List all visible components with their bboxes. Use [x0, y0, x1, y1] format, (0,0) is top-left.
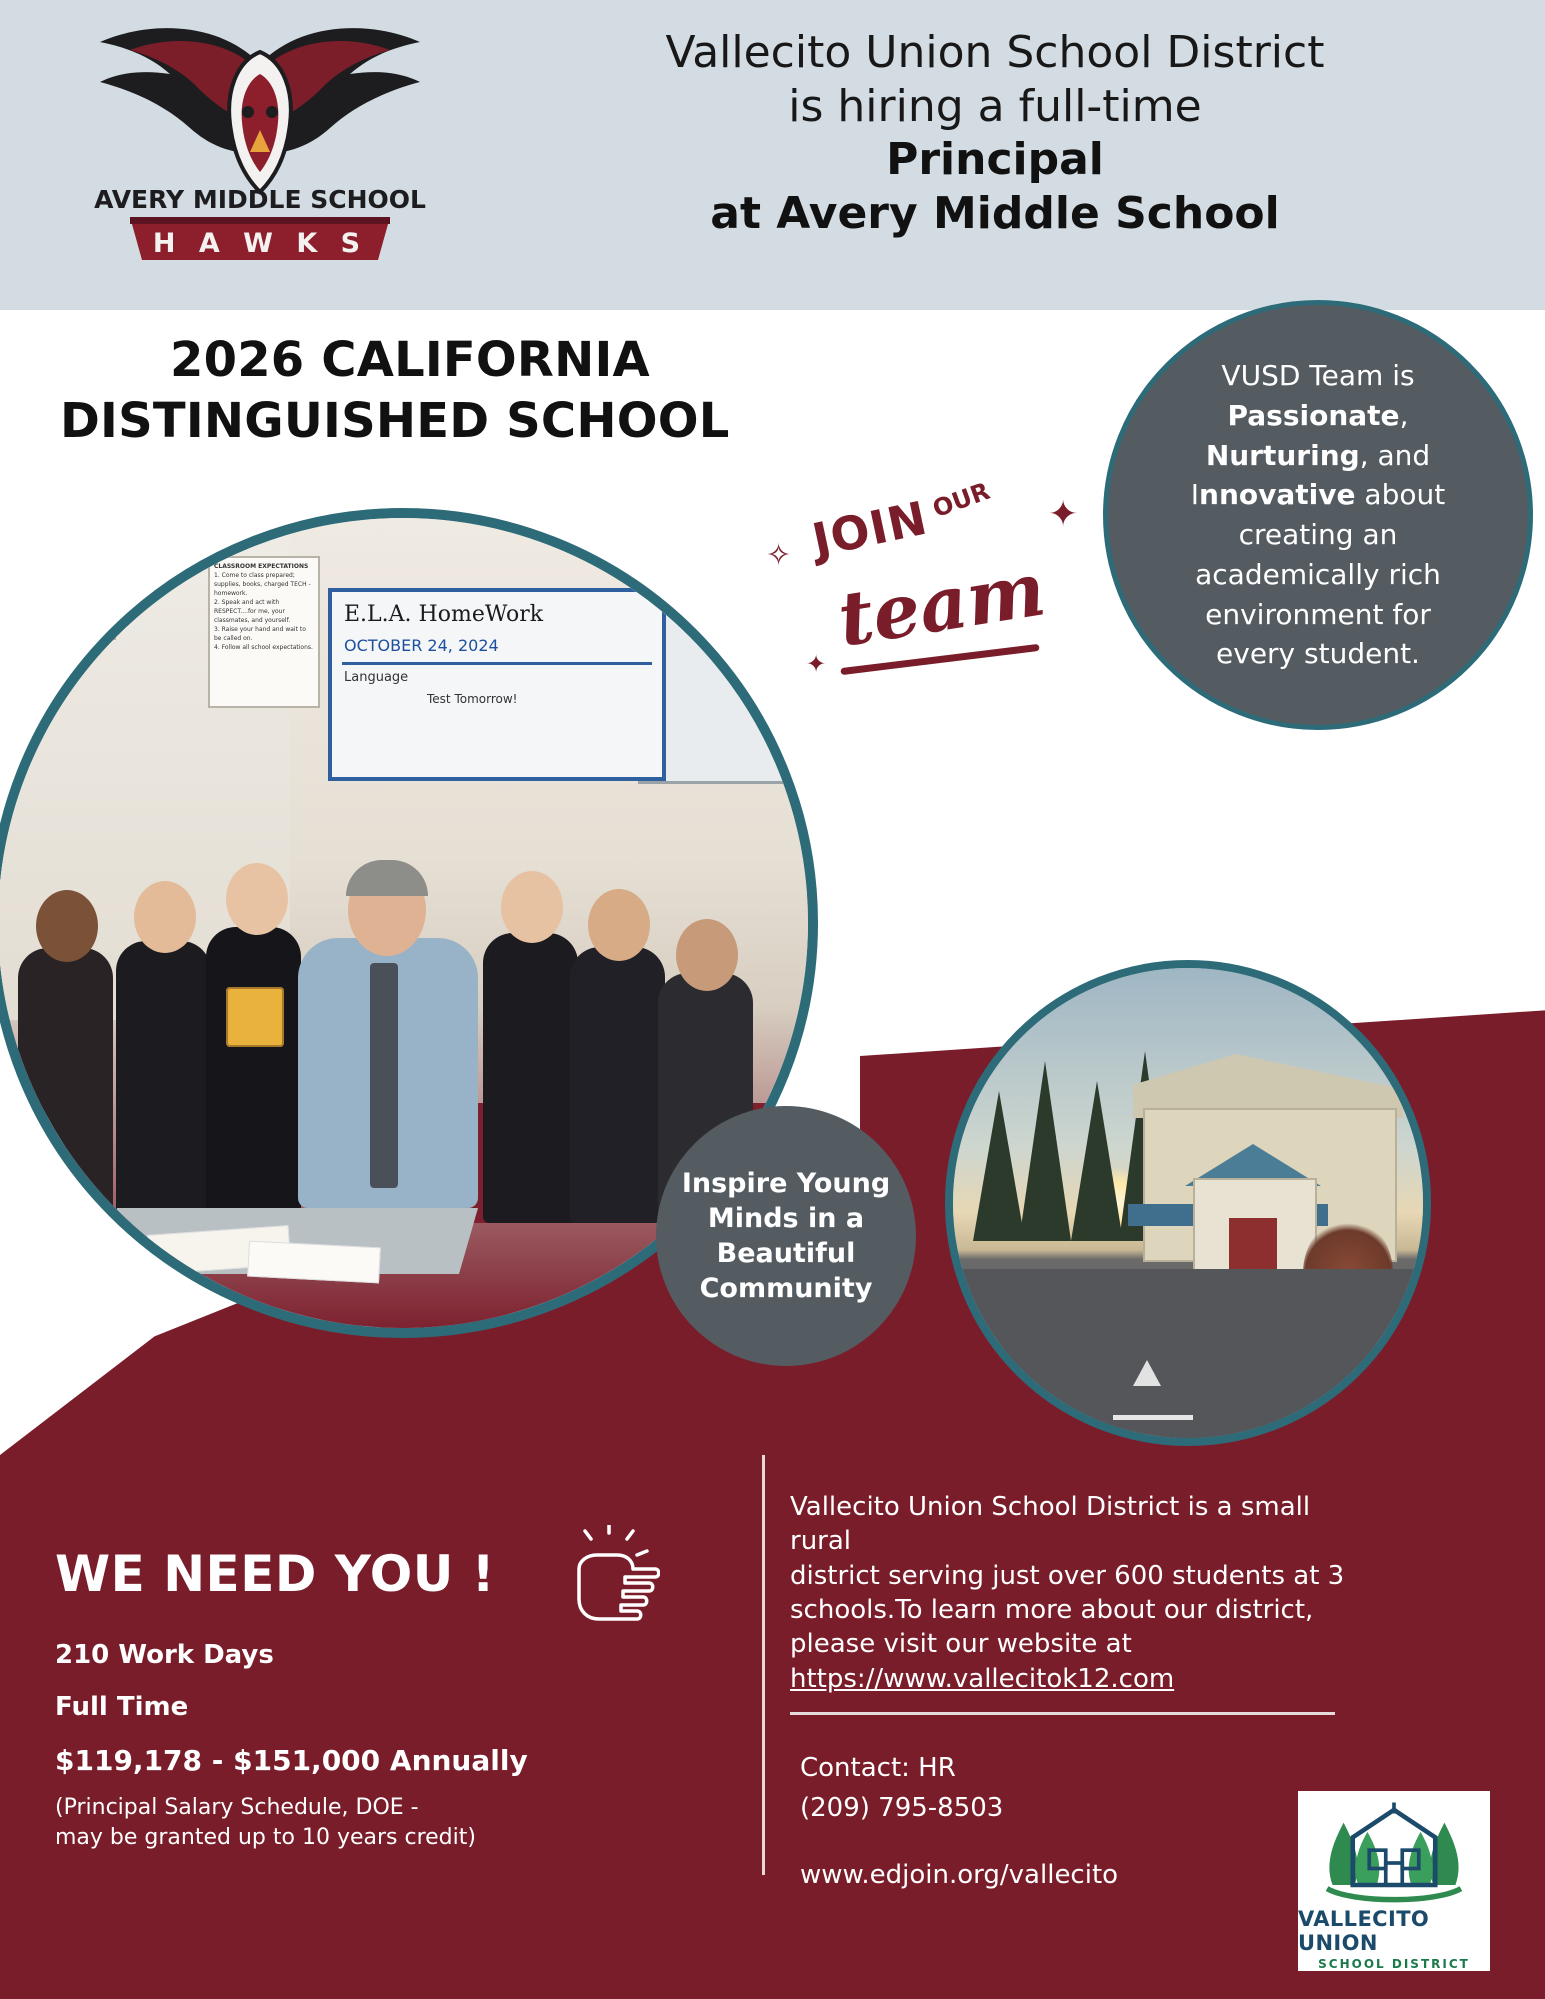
we-need-you-headline: WE NEED YOU ! — [55, 1545, 496, 1603]
contact-label: Contact: HR — [800, 1753, 956, 1783]
poster-item: 2. Speak and act with RESPECT....for me, your classmates, and yourself. — [214, 599, 291, 624]
classroom-expectations-poster — [208, 556, 320, 708]
whiteboard-line1: Language — [344, 670, 409, 685]
poster-item: 3. Raise your hand and wait to be called on. — [214, 626, 306, 642]
contact-phone[interactable]: (209) 795-8503 — [800, 1793, 1004, 1824]
classroom-whiteboard — [328, 588, 666, 781]
hawk-icon — [60, 12, 460, 287]
award-heading — [60, 330, 890, 453]
student-head — [36, 890, 98, 962]
job-details-block — [55, 1640, 615, 1852]
poster-item: 1. Come to class prepared; supplies, books, charged TECH - homework. — [214, 572, 311, 597]
district-description-line1: Vallecito Union School District is a small rural — [790, 1492, 1311, 1557]
parking-lot — [953, 1269, 1423, 1438]
inspire-circle — [656, 1106, 916, 1366]
student-head — [588, 889, 650, 961]
salary-note-line2: may be granted up to 10 years credit) — [55, 1824, 476, 1850]
hiring-subtitle: is hiring a full-time — [788, 80, 1202, 132]
wall-bracket-icon — [148, 564, 188, 590]
whiteboard-title: E.L.A. HomeWork — [344, 602, 544, 627]
sparkle-icon: ✦ — [1048, 494, 1079, 535]
whiteboard-rule — [342, 662, 652, 665]
schoolhouse-with-trees-icon — [1309, 1797, 1479, 1907]
student-head — [501, 871, 563, 943]
work-days: 210 Work Days — [55, 1640, 274, 1670]
lot-arrow-marking — [1133, 1360, 1161, 1386]
values-word-nurturing: Nurturing — [1205, 438, 1360, 472]
team-text: team — [832, 546, 1051, 664]
sparkle-icon: ✦ — [806, 650, 827, 678]
award-heading-line2: DISTINGUISHED SCHOOL — [60, 393, 730, 450]
district-description-line4: please visit our website at — [790, 1629, 1132, 1660]
poster-item: 4. Follow all school expectations. — [214, 644, 313, 651]
district-logo-subtitle: SCHOOL DISTRICT — [1318, 1957, 1470, 1971]
pine-tree — [973, 1091, 1025, 1241]
edjoin-link[interactable]: www.edjoin.org/vallecito — [800, 1860, 1119, 1890]
join-text: JOIN — [807, 490, 933, 568]
values-word-passionate: Passionate — [1227, 398, 1400, 432]
salary-range: $119,178 - $151,000 Annually — [55, 1744, 528, 1777]
inspire-text: Inspire Young Minds in a Beautiful Community — [681, 1167, 891, 1305]
vertical-divider — [762, 1455, 765, 1875]
desk-paper — [247, 1241, 381, 1284]
student-figure — [483, 933, 578, 1223]
whiteboard-line2: Test Tomorrow! — [427, 692, 518, 706]
contact-block — [800, 1748, 1003, 1829]
wall-sensor-icon — [88, 604, 116, 640]
our-text: OUR — [928, 476, 994, 524]
values-suffix: about creating an academically rich environment for every student. — [1195, 478, 1446, 671]
values-text — [1163, 356, 1473, 674]
district-logo-name: VALLECITO UNION — [1298, 1907, 1430, 1955]
header-band — [0, 0, 1545, 310]
salary-note-line1: (Principal Salary Schedule, DOE - — [55, 1795, 419, 1820]
sparkle-icon: ✧ — [766, 538, 792, 573]
values-sep1: , — [1399, 398, 1409, 432]
school-door — [1229, 1218, 1277, 1270]
values-prefix: VUSD Team is — [1221, 359, 1415, 392]
svg-text:H A W K S: H A W K S — [152, 228, 368, 259]
district-description-line2: district serving just over 600 students at 3 — [790, 1560, 1345, 1591]
horizontal-divider — [790, 1712, 1335, 1715]
values-sep2: , and I — [1190, 438, 1431, 512]
pointing-hand-icon — [565, 1525, 660, 1630]
student-figure — [206, 927, 301, 1223]
job-location: at Avery Middle School — [710, 188, 1280, 240]
pine-tree — [1071, 1081, 1123, 1241]
district-website-link[interactable]: https://www.vallecitok12.com — [790, 1663, 1175, 1694]
values-circle — [1103, 300, 1533, 730]
student-figure — [18, 948, 113, 1223]
principal-tie — [370, 963, 398, 1188]
join-our-team-graphic — [760, 476, 1090, 710]
student-head — [226, 863, 288, 935]
poster-title: CLASSROOM EXPECTATIONS — [214, 563, 309, 570]
award-heading-line1: 2026 CALIFORNIA — [170, 332, 650, 388]
school-building-photo — [945, 960, 1431, 1446]
employment-type: Full Time — [55, 1692, 189, 1722]
district-description — [790, 1490, 1350, 1696]
student-figure — [116, 941, 211, 1223]
district-name: Vallecito Union School District — [665, 27, 1325, 78]
hoodie-graphic — [226, 987, 284, 1047]
job-title: Principal — [886, 134, 1104, 186]
whiteboard-date: OCTOBER 24, 2024 — [344, 636, 499, 655]
header-title-block — [470, 26, 1520, 241]
vallecito-union-district-logo — [1298, 1791, 1490, 1971]
student-figure — [570, 947, 665, 1223]
svg-text:AVERY MIDDLE SCHOOL: AVERY MIDDLE SCHOOL — [94, 185, 426, 214]
values-word-innovative: nnovative — [1199, 478, 1356, 512]
pine-tree — [1019, 1061, 1071, 1241]
avery-middle-school-logo — [60, 12, 460, 287]
student-head — [676, 919, 738, 991]
student-head — [134, 881, 196, 953]
lot-line-marking — [1113, 1415, 1193, 1420]
district-description-line3: schools.To learn more about our district, — [790, 1594, 1314, 1625]
